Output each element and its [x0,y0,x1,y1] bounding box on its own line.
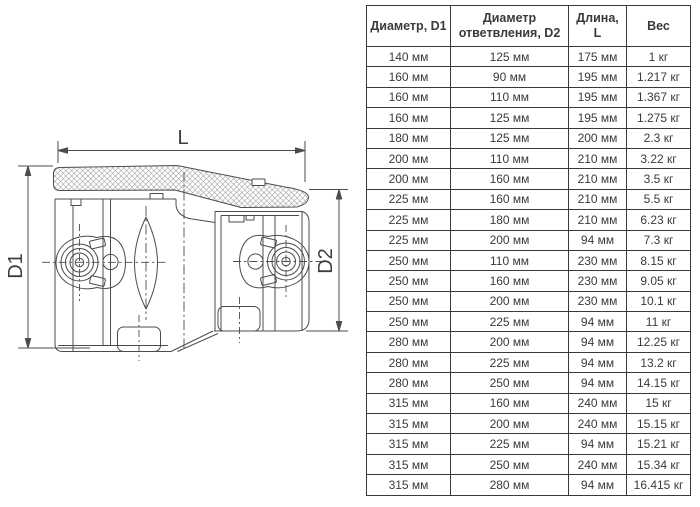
table-cell: 250 мм [367,312,451,332]
table-row [367,189,691,209]
table-row [367,87,691,107]
table-cell: 250 мм [451,373,569,393]
table-cell: 160 мм [367,87,451,107]
table-cell: 225 мм [367,189,451,209]
table-cell: 15.21 кг [627,434,691,454]
table-cell: 240 мм [569,454,627,474]
table-cell: 210 мм [569,169,627,189]
table-cell: 225 мм [451,312,569,332]
dimension-label-d1: D1 [5,253,27,279]
table-cell: 230 мм [569,271,627,291]
table-cell: 94 мм [569,373,627,393]
table-header-row [367,6,691,47]
column-header-d2: Диаметр ответвления, D2 [451,6,569,47]
specs-table [366,5,691,496]
table-cell: 250 мм [367,250,451,270]
table-cell: 16.415 кг [627,475,691,495]
table-cell: 6.23 кг [627,210,691,230]
table-cell: 315 мм [367,414,451,434]
table-cell: 280 мм [367,332,451,352]
table-cell: 195 мм [569,108,627,128]
table-cell: 225 мм [451,352,569,372]
column-header-weight: Вес [627,6,691,47]
table-cell: 230 мм [569,291,627,311]
table-cell: 1.367 кг [627,87,691,107]
dimension-label-l: L [177,127,189,149]
table-cell: 90 мм [451,67,569,87]
strip-tab [252,179,265,186]
table-cell: 250 мм [451,454,569,474]
table-cell: 315 мм [367,393,451,413]
table-cell: 94 мм [569,475,627,495]
table-cell: 12.25 кг [627,332,691,352]
table-row [367,108,691,128]
table-cell: 125 мм [451,47,569,67]
table-cell: 180 мм [451,210,569,230]
table-cell: 94 мм [569,332,627,352]
table-cell: 15 кг [627,393,691,413]
table-cell: 15.15 кг [627,414,691,434]
table-cell: 3.22 кг [627,148,691,168]
table-cell: 280 мм [451,475,569,495]
table-row [367,148,691,168]
table-cell: 225 мм [367,230,451,250]
table-row [367,454,691,474]
table-row [367,128,691,148]
table-cell: 1.217 кг [627,67,691,87]
table-cell: 195 мм [569,67,627,87]
table-cell: 195 мм [569,87,627,107]
table-cell: 280 мм [367,373,451,393]
table-row [367,332,691,352]
table-cell: 125 мм [451,128,569,148]
table-cell: 7.3 кг [627,230,691,250]
table-cell: 94 мм [569,312,627,332]
table-row [367,393,691,413]
column-header-length: Длина, L [569,6,627,47]
table-cell: 230 мм [569,250,627,270]
table-cell: 5.5 кг [627,189,691,209]
table-cell: 280 мм [367,352,451,372]
table-cell: 14.15 кг [627,373,691,393]
table-cell: 94 мм [569,230,627,250]
table-cell: 210 мм [569,189,627,209]
table-row [367,291,691,311]
table-row [367,373,691,393]
table-cell: 225 мм [451,434,569,454]
dimension-d2 [306,190,348,332]
table-cell: 9.05 кг [627,271,691,291]
table-cell: 200 мм [367,148,451,168]
table-cell: 1 кг [627,47,691,67]
table-cell: 315 мм [367,454,451,474]
table-cell: 94 мм [569,434,627,454]
column-header-d1: Диаметр, D1 [367,6,451,47]
table-cell: 315 мм [367,434,451,454]
body-notch [229,216,244,223]
table-cell: 13.2 кг [627,352,691,372]
hatched-top-strip [54,166,309,208]
table-cell: 110 мм [451,87,569,107]
table-cell: 200 мм [451,291,569,311]
table-cell: 200 мм [451,332,569,352]
table-cell: 175 мм [569,47,627,67]
body-notch [246,216,254,221]
table-cell: 160 мм [451,189,569,209]
table-cell: 315 мм [367,475,451,495]
table-cell: 125 мм [451,108,569,128]
table-cell: 110 мм [451,250,569,270]
table-cell: 110 мм [451,148,569,168]
table-cell: 160 мм [367,108,451,128]
table-cell: 210 мм [569,210,627,230]
table-cell: 94 мм [569,352,627,372]
table-row [367,475,691,495]
dimension-label-d2: D2 [315,248,337,274]
table-row [367,210,691,230]
table-cell: 225 мм [367,210,451,230]
specs-table-body [367,47,691,496]
table-row [367,169,691,189]
table-row [367,230,691,250]
table-cell: 240 мм [569,414,627,434]
table-cell: 200 мм [367,169,451,189]
table-cell: 200 мм [569,128,627,148]
table-cell: 160 мм [451,169,569,189]
table-cell: 200 мм [451,414,569,434]
table-row [367,352,691,372]
table-cell: 160 мм [451,271,569,291]
table-cell: 240 мм [569,393,627,413]
table-row [367,271,691,291]
table-row [367,250,691,270]
table-cell: 180 мм [367,128,451,148]
table-cell: 15.34 кг [627,454,691,474]
table-cell: 8.15 кг [627,250,691,270]
table-row [367,312,691,332]
body-notch [71,199,81,206]
table-row [367,67,691,87]
table-row [367,47,691,67]
table-cell: 140 мм [367,47,451,67]
table-row [367,434,691,454]
table-cell: 11 кг [627,312,691,332]
table-cell: 160 мм [367,67,451,87]
table-cell: 1.275 кг [627,108,691,128]
table-cell: 3.5 кг [627,169,691,189]
table-cell: 10.1 кг [627,291,691,311]
table-cell: 210 мм [569,148,627,168]
table-row [367,414,691,434]
body-notch [150,194,163,200]
label-plate-right [218,307,260,332]
table-cell: 2.3 кг [627,128,691,148]
table-cell: 200 мм [451,230,569,250]
table-cell: 250 мм [367,271,451,291]
table-cell: 250 мм [367,291,451,311]
dimension-d1 [5,166,90,348]
table-cell: 160 мм [451,393,569,413]
